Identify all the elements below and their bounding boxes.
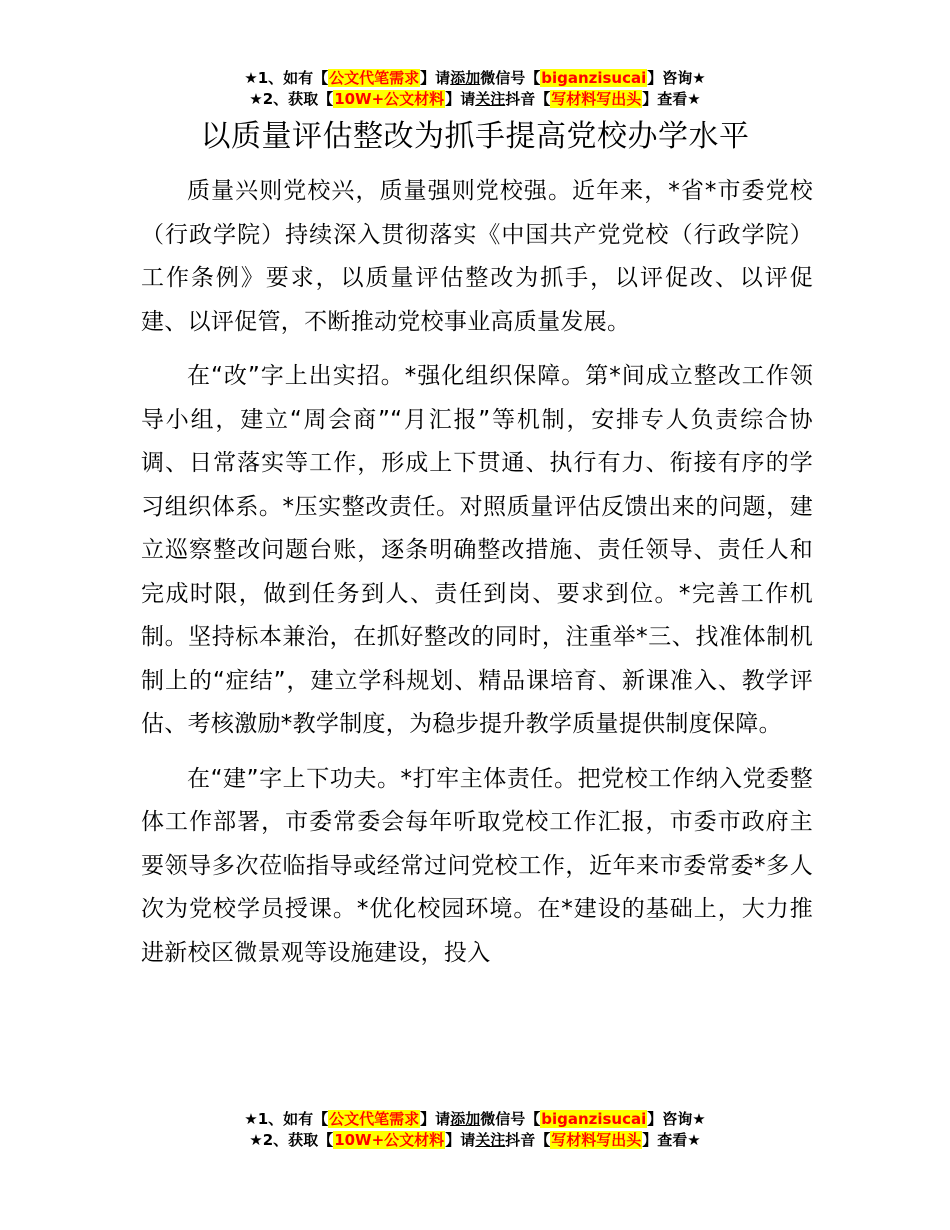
banner-highlight: 公文代笔需求 xyxy=(329,69,420,87)
banner-highlight: biganzisucai xyxy=(541,1110,647,1128)
banner-underlined: 关注 xyxy=(475,90,506,108)
banner-underlined: 添加 xyxy=(450,69,481,87)
banner-text: 】请 xyxy=(420,69,451,87)
banner-text: 】咨询★ xyxy=(647,69,706,87)
bottom-banner xyxy=(0,1109,950,1151)
banner-text: 】请 xyxy=(445,1131,476,1149)
banner-text: 】请 xyxy=(420,1110,451,1128)
banner-text: ★2、获取【 xyxy=(249,90,334,108)
banner-line-1 xyxy=(0,68,950,89)
banner-text: 】请 xyxy=(445,90,476,108)
banner-text: 】查看★ xyxy=(642,90,701,108)
banner-text: 抖音【 xyxy=(505,90,551,108)
banner-highlight: biganzisucai xyxy=(541,69,647,87)
banner-highlight: 10W+公文材料 xyxy=(334,1131,445,1149)
banner-text: 微信号【 xyxy=(480,69,541,87)
banner-highlight: 10W+公文材料 xyxy=(334,90,445,108)
banner-text: ★1、如有【 xyxy=(244,1110,329,1128)
banner-highlight: 写材料写出头 xyxy=(551,90,642,108)
banner-line-2 xyxy=(0,89,950,110)
banner-highlight: 公文代笔需求 xyxy=(329,1110,420,1128)
banner-underlined: 关注 xyxy=(475,1131,506,1149)
banner-text: 】查看★ xyxy=(642,1131,701,1149)
banner-line-2 xyxy=(0,1130,950,1151)
top-banner xyxy=(0,68,950,110)
banner-text: ★1、如有【 xyxy=(244,69,329,87)
banner-text: ★2、获取【 xyxy=(249,1131,334,1149)
banner-text: 微信号【 xyxy=(480,1110,541,1128)
banner-underlined: 添加 xyxy=(450,1110,481,1128)
document-body xyxy=(141,170,813,986)
banner-line-1 xyxy=(0,1109,950,1130)
banner-text: 】咨询★ xyxy=(647,1110,706,1128)
paragraph-gai: 在“改”字上出实招。*强化组织保障。第*间成立整改工作领导小组，建立“周会商”“月汇报”等机制，安排专人负责综合协调、日常落实等工作，形成上下贯通、执行有力、衔接有序的学习组织体系。*压实整改责任。对照质量评估反馈出来的问题，建立巡察整改问题台账，逐条明确整改措施、责任领导、责任人和完成时限，做到任务到人、责任到岗、要求到位。*完善工作机制。坚持标本兼治，在抓好整改的同时，注重举*三、找准体制机制上的“症结”，建立学科规划、精品课培育、新课准入、教学评估、考核激励*教学制度，为稳步提升教学质量提供制度保障。 xyxy=(141,363,813,737)
banner-highlight: 写材料写出头 xyxy=(551,1131,642,1149)
paragraph-jian: 在“建”字上下功夫。*打牢主体责任。把党校工作纳入党委整体工作部署，市委常委会每年听取党校工作汇报，市委市政府主要领导多次莅临指导或经常过问党校工作，近年来市委常委*多人次为党校学员授课。*优化校园环境。在*建设的基础上，大力推进新校区微景观等设施建设，投入 xyxy=(141,765,813,966)
document-title: 以质量评估整改为抓手提高党校办学水平 xyxy=(200,119,750,154)
banner-text: 抖音【 xyxy=(505,1131,551,1149)
paragraph-intro: 质量兴则党校兴，质量强则党校强。近年来，*省*市委党校（行政学院）持续深入贯彻落实《中国共产党党校（行政学院）工作条例》要求，以质量评估整改为抓手，以评促改、以评促建、以评促管，不断推动党校事业高质量发展。 xyxy=(141,178,813,335)
